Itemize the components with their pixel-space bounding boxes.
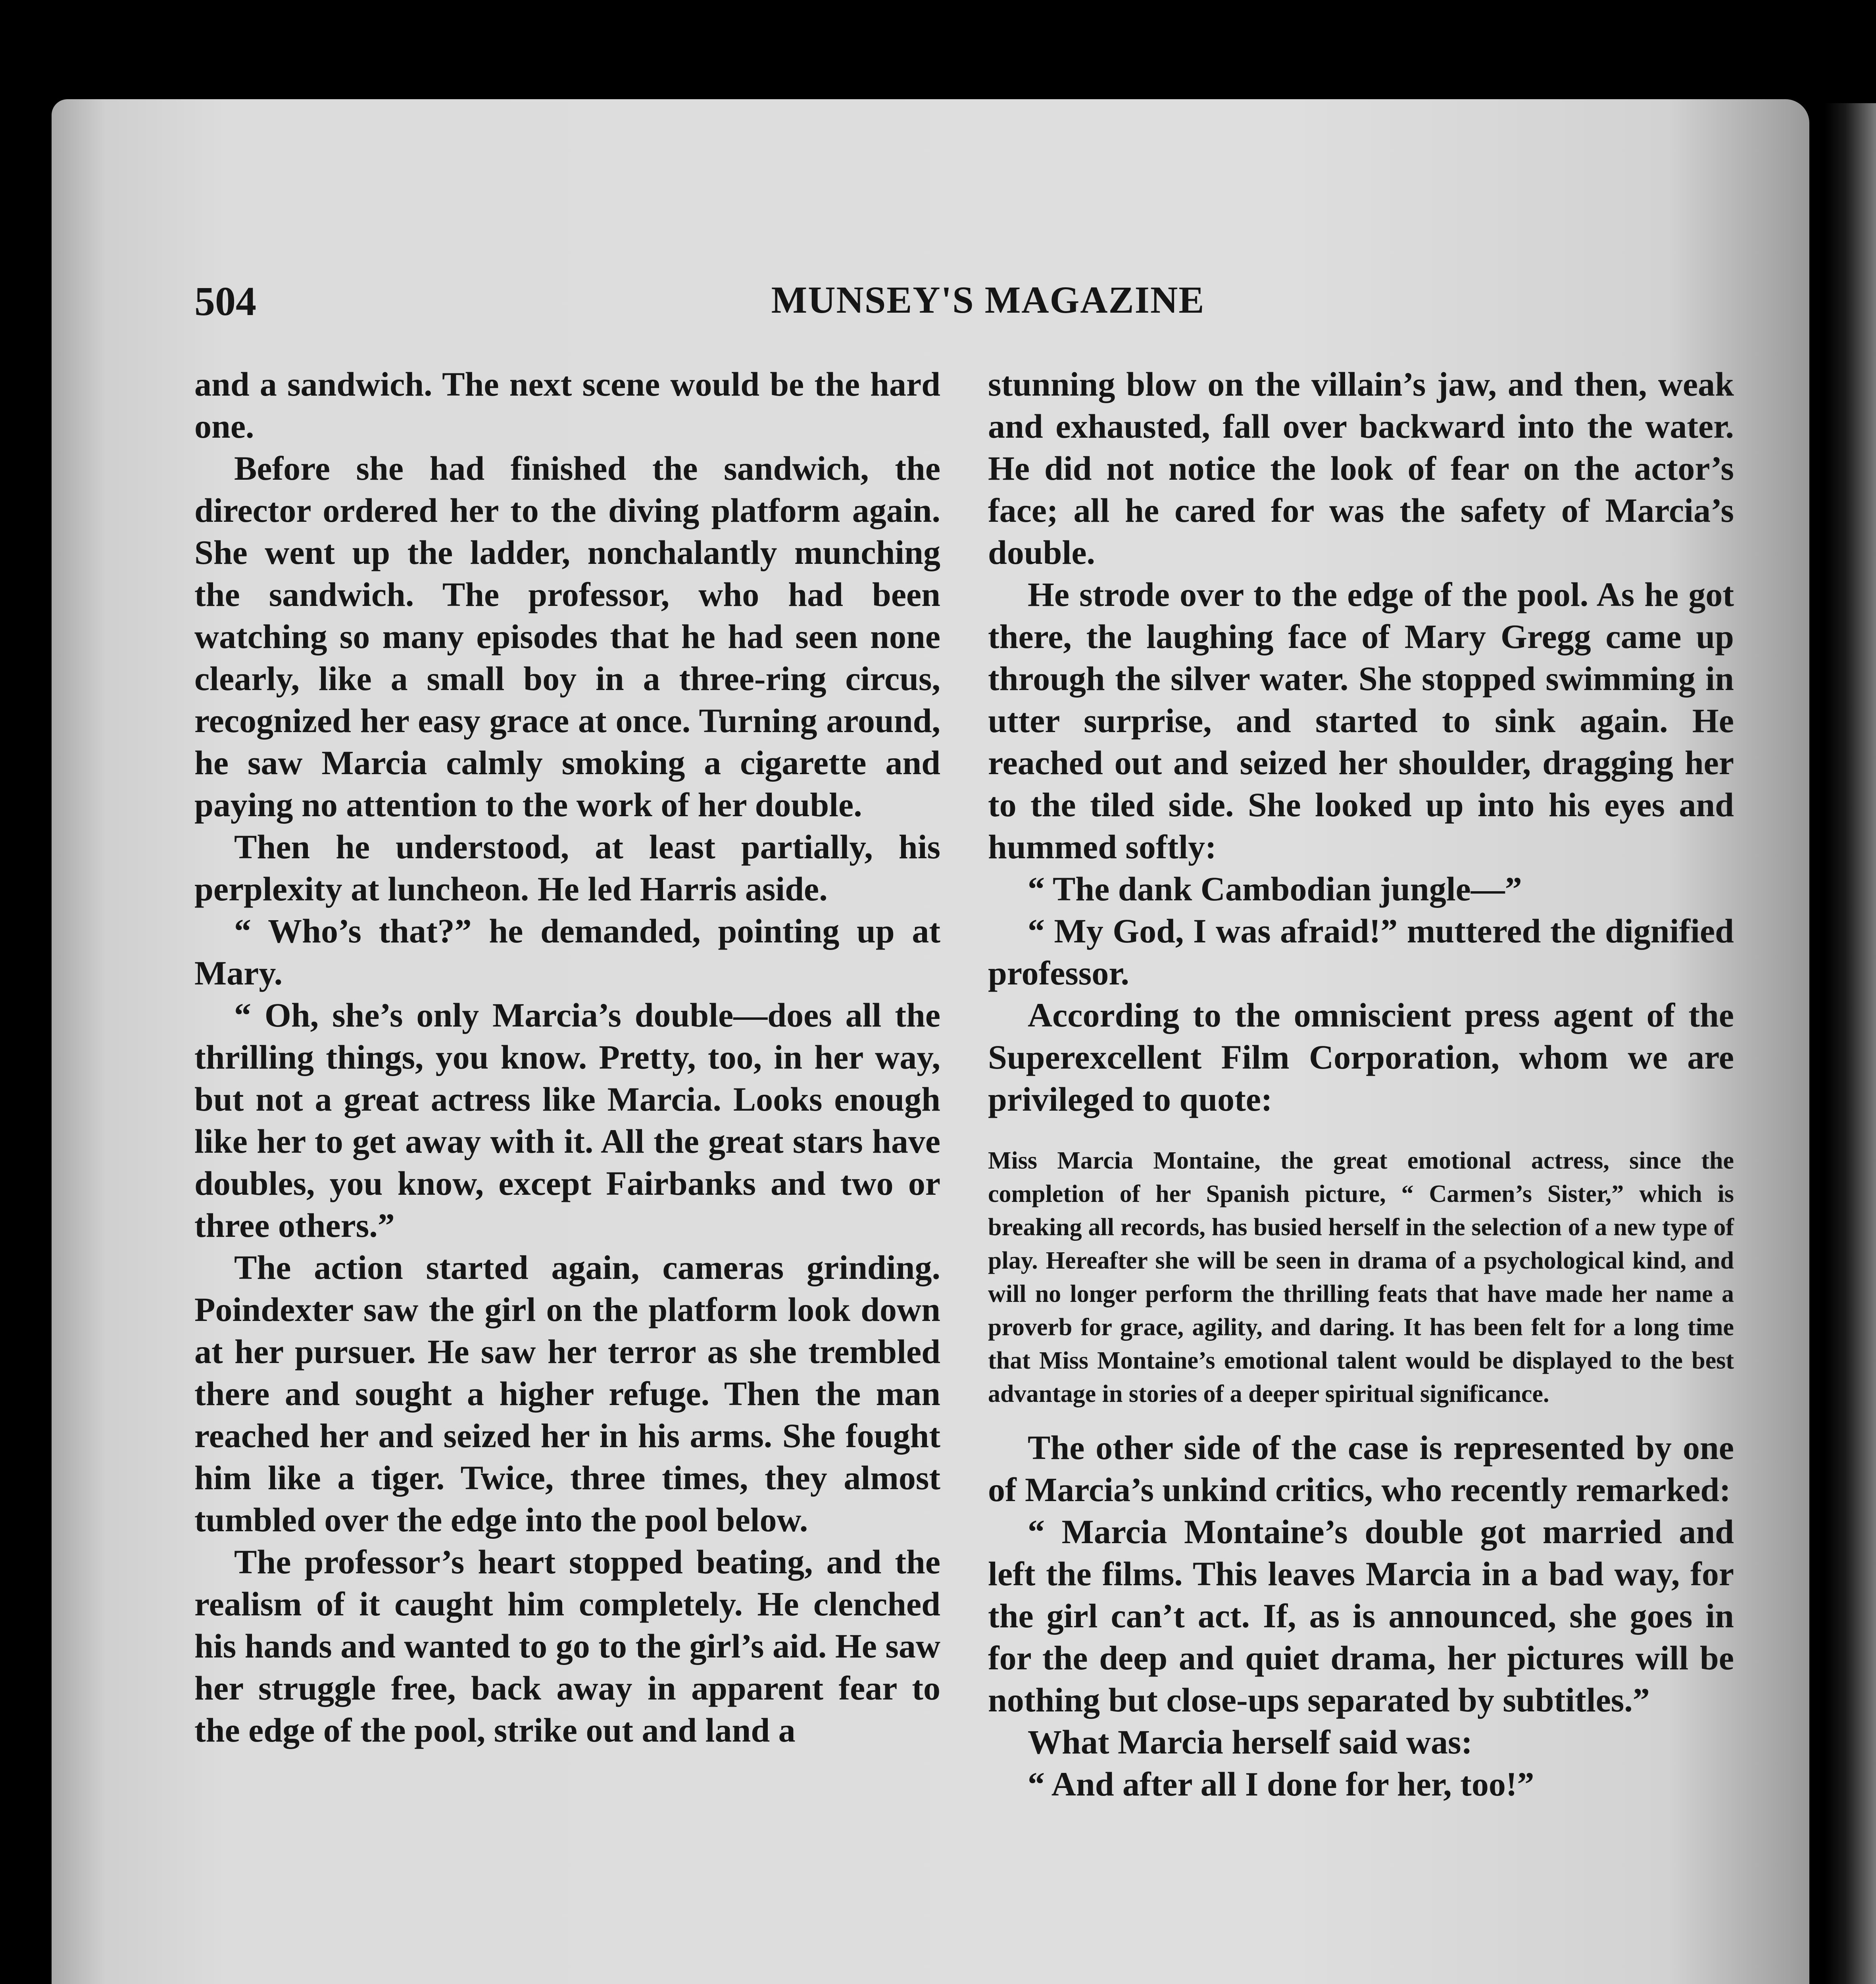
paragraph: stunning blow on the villain’s jaw, and then, weak and exhausted, fall over backward into the water. He did not notice the look of fear on the actor’s face; all he cared for was the safety of Marcia’s double. bbox=[988, 365, 1734, 571]
paragraph: The professor’s heart stopped beating, and the realism of it caught him completely. He clenched his hands and wanted to go to the girl’s aid. He saw her struggle free, back away in apparent fear to the edge of the pool, strike out and land a bbox=[194, 1543, 940, 1749]
left-column bbox=[194, 363, 940, 1751]
paragraph: “ And after all I done for her, too!” bbox=[1028, 1765, 1534, 1803]
paragraph: What Marcia herself said was: bbox=[1028, 1723, 1473, 1761]
paragraph: Before she had finished the sandwich, the director ordered her to the diving platform again. She went up the ladder, nonchalantly munching the sandwich. The professor, who had been watching so many episodes that he had seen none clearly, like a small boy in a three-ring circus, recognized her easy grace at once. Turning around, he saw Marcia calmly smoking a cigarette and paying no attention to the work of her double. bbox=[194, 449, 940, 824]
page-number: 504 bbox=[194, 279, 256, 324]
paragraph: The action started again, cameras grinding. Poindexter saw the girl on the platform look down at her pursuer. He saw her terror as she trembled there and sought a higher refuge. Then the man reached her and seized her in his arms. She fought him like a tiger. Twice, three times, they almost tumbled over the edge into the pool below. bbox=[194, 1248, 940, 1539]
paragraph: Then he understood, at least partially, his perplexity at luncheon. He led Harris aside. bbox=[194, 828, 940, 908]
paragraph: “ Marcia Montaine’s double got married and left the films. This leaves Marcia in a bad way, for the girl can’t act. If, as is announced, she goes in for the deep and quiet drama, her pictures will be nothing but close-ups separated by subtitles.” bbox=[988, 1513, 1734, 1719]
page-header bbox=[194, 278, 1734, 333]
paragraph: “ My God, I was afraid!” muttered the dignified professor. bbox=[988, 912, 1734, 992]
paragraph: “ Who’s that?” he demanded, pointing up at Mary. bbox=[194, 912, 940, 992]
right-column bbox=[988, 363, 1734, 1805]
paragraph: He strode over to the edge of the pool. As he got there, the laughing face of Mary Gregg came up through the silver water. She stopped swimming in utter surprise, and started to sink again. He reached out and seized her shoulder, dragging her to the tiled side. She looked up into his eyes and hummed softly: bbox=[988, 575, 1734, 866]
running-head: MUNSEY'S MAGAZINE bbox=[771, 279, 1205, 321]
paragraph: The other side of the case is represented by one of Marcia’s unkind critics, who recently remarked: bbox=[988, 1428, 1734, 1509]
next-page-edge bbox=[1825, 103, 1876, 1984]
press-agent-quote: Miss Marcia Montaine, the great emotional actress, since the completion of her Spanish picture, “ Carmen’s Sister,” which is breaking all records, has busied herself in the selection of a new type of play. Hereafter she will be seen in drama of a psychological kind, and will no longer perform the thrilling feats that have made her name a proverb for grace, agility, and daring. It has been felt for a long time that Miss Montaine’s emotional talent would be displayed to the best advantage in stories of a deeper spiritual significance. bbox=[988, 1147, 1734, 1407]
paragraph: According to the omniscient press agent of the Superexcellent Film Corporation, whom we are privileged to quote: bbox=[988, 996, 1734, 1118]
paragraph: “ The dank Cambodian jungle—” bbox=[1028, 870, 1522, 908]
paragraph: “ Oh, she’s only Marcia’s double—does all the thrilling things, you know. Pretty, too, in her way, but not a great actress like Marcia. Looks enough like her to get away with it. All the great stars have doubles, you know, except Fairbanks and two or three others.” bbox=[194, 996, 940, 1244]
paragraph: and a sandwich. The next scene would be the hard one. bbox=[194, 365, 940, 445]
